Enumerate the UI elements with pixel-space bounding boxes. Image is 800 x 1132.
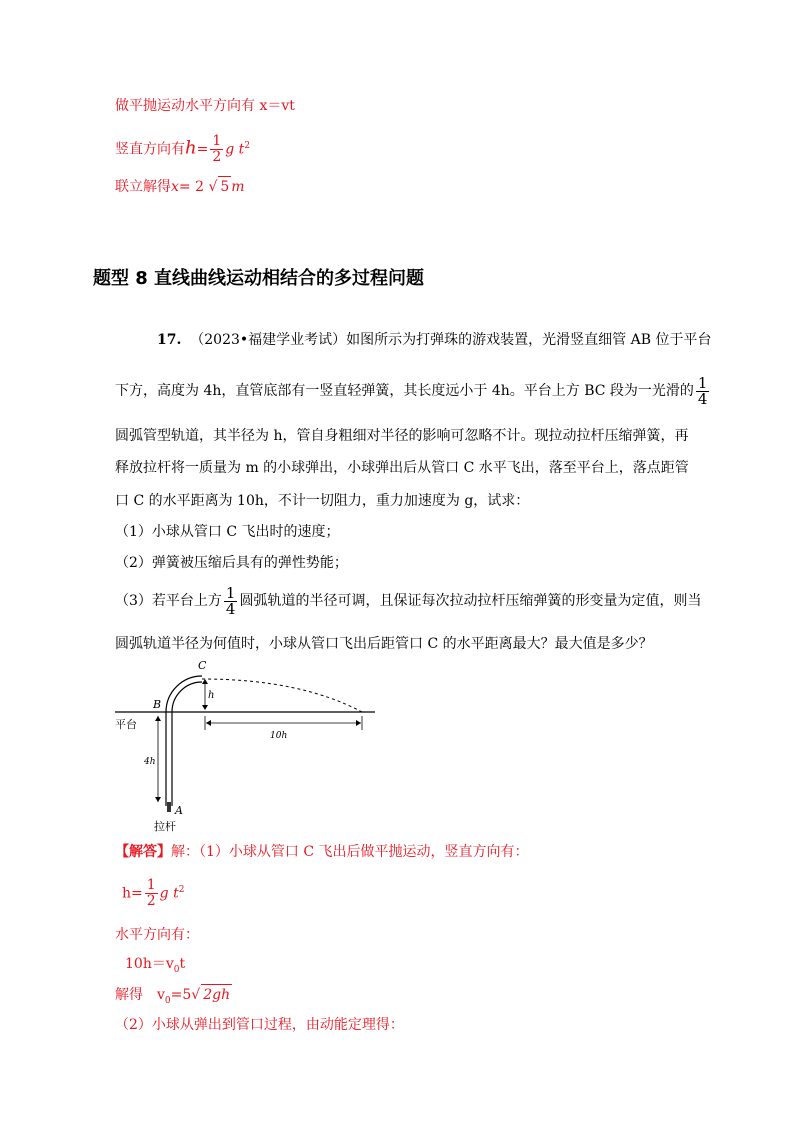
text: 下方，高度为 4h，直管底部有一竖直轻弹簧，其长度远小于 4h。平台上方 BC 段为一光滑的 <box>115 383 694 399</box>
solution-line-horizontal: 做平抛运动水平方向有 x＝vt <box>115 98 295 114</box>
question-3 <box>115 584 701 618</box>
label-10h: 10h <box>270 731 288 741</box>
label-h: h <box>208 690 215 701</box>
label-c: C <box>198 659 207 672</box>
den: 2 <box>146 893 156 910</box>
text: =5 <box>170 987 192 1003</box>
answer-intro <box>115 842 529 862</box>
answer-solve: 解得 $v_0=5√$ 2gh <box>115 984 232 1011</box>
answer-tag: 【解答】 <box>115 844 171 860</box>
sqrt-5: 5 <box>218 176 231 197</box>
problem-number: 17. <box>157 332 182 348</box>
section-title: 题型 8 直线曲线运动相结合的多过程问题 <box>93 268 425 289</box>
text: 10h＝v <box>125 956 174 972</box>
solution-line-vertical <box>115 130 250 166</box>
problem-line-5: 口 C 的水平距离为 10h，不计一切阻力，重力加速度为 g，试求： <box>115 493 530 509</box>
answer-eq-2 <box>125 954 185 980</box>
var-t: t <box>173 885 179 902</box>
question-1: （1）小球从管口 C 飞出时的速度； <box>115 524 340 540</box>
label-a: A <box>175 804 183 817</box>
exponent: 2 <box>178 885 185 895</box>
question-2: （2）弹簧被压缩后具有的弹性势能； <box>115 555 348 571</box>
num: 1 <box>146 877 156 894</box>
label-rod: 拉杆 <box>154 820 176 833</box>
var-t: t <box>238 141 245 158</box>
text: t <box>179 956 186 972</box>
fraction-half <box>210 134 223 165</box>
eq-sign: = 2 <box>178 179 204 195</box>
answer-horizontal: 水平方向有： <box>115 927 199 943</box>
label-platform: 平台 <box>115 718 137 731</box>
text: 解得 v <box>115 987 165 1003</box>
text: 竖直方向有 <box>115 141 185 158</box>
var-2g: 2g <box>203 987 222 1003</box>
problem-line-4: 释放拉杆将一质量为 m 的小球弹出，小球弹出后从管口 C 水平飞出，落至平台上，落点距管 <box>115 460 689 476</box>
var-h: h <box>185 137 197 159</box>
text: （2023•福建学业考试）如图所示为打弹珠的游戏装置，光滑竖直细管 AB 位于平台 <box>190 332 712 348</box>
var-g: g <box>225 141 235 158</box>
var-g: g <box>159 885 169 902</box>
solution-line-result: 联立解得x= 2 √ 5 m <box>115 176 245 197</box>
fraction-quarter <box>696 373 710 408</box>
text: 圆弧轨道的半径可调，且保证每次拉动拉杆压缩弹簧的形变量为定值，则当 <box>239 593 702 609</box>
fraction-quarter <box>224 583 238 618</box>
question-3-line-2: 圆弧轨道半径为何值时，小球从管口飞出后距管口 C 的水平距离最大？最大值是多少？ <box>115 636 653 652</box>
fraction-half <box>145 878 158 909</box>
unit-m: m <box>231 179 245 195</box>
den: 4 <box>697 389 708 408</box>
num: 1 <box>697 373 708 392</box>
arc-outer <box>166 676 202 712</box>
problem-line-2 <box>115 374 711 408</box>
text: 解：（1）小球从管口 C 飞出后做平抛运动，竖直方向有： <box>171 844 529 860</box>
answer-eq-1 <box>122 872 184 912</box>
text: （3）若平台上方 <box>115 593 222 609</box>
pinball-diagram <box>110 656 380 836</box>
den: 4 <box>225 599 236 618</box>
rod <box>167 802 171 812</box>
problem-line-3: 圆弧管型轨道，其半径为 h，管自身粗细对半径的影响可忽略不计。现拉动拉杆压缩弹簧，再 <box>115 428 689 444</box>
text: h= <box>122 885 143 902</box>
label-b: B <box>153 698 162 711</box>
label-4h: 4h <box>144 757 156 767</box>
text: 联立解得 <box>115 179 171 195</box>
num: 1 <box>225 583 236 602</box>
subscript: 0 <box>173 964 180 975</box>
problem-line-1 <box>157 330 711 350</box>
exponent: 2 <box>244 141 251 151</box>
answer-part-2: （2）小球从弹出到管口过程，由动能定理得： <box>115 1017 404 1033</box>
den: 2 <box>212 149 222 166</box>
var-h: h <box>221 987 231 1003</box>
num: 1 <box>212 133 222 150</box>
eq-sign: = <box>196 141 209 158</box>
subscript: 0 <box>164 995 171 1006</box>
var-x: x <box>171 179 179 195</box>
sqrt-2gh <box>201 984 232 1005</box>
trajectory <box>202 679 362 712</box>
